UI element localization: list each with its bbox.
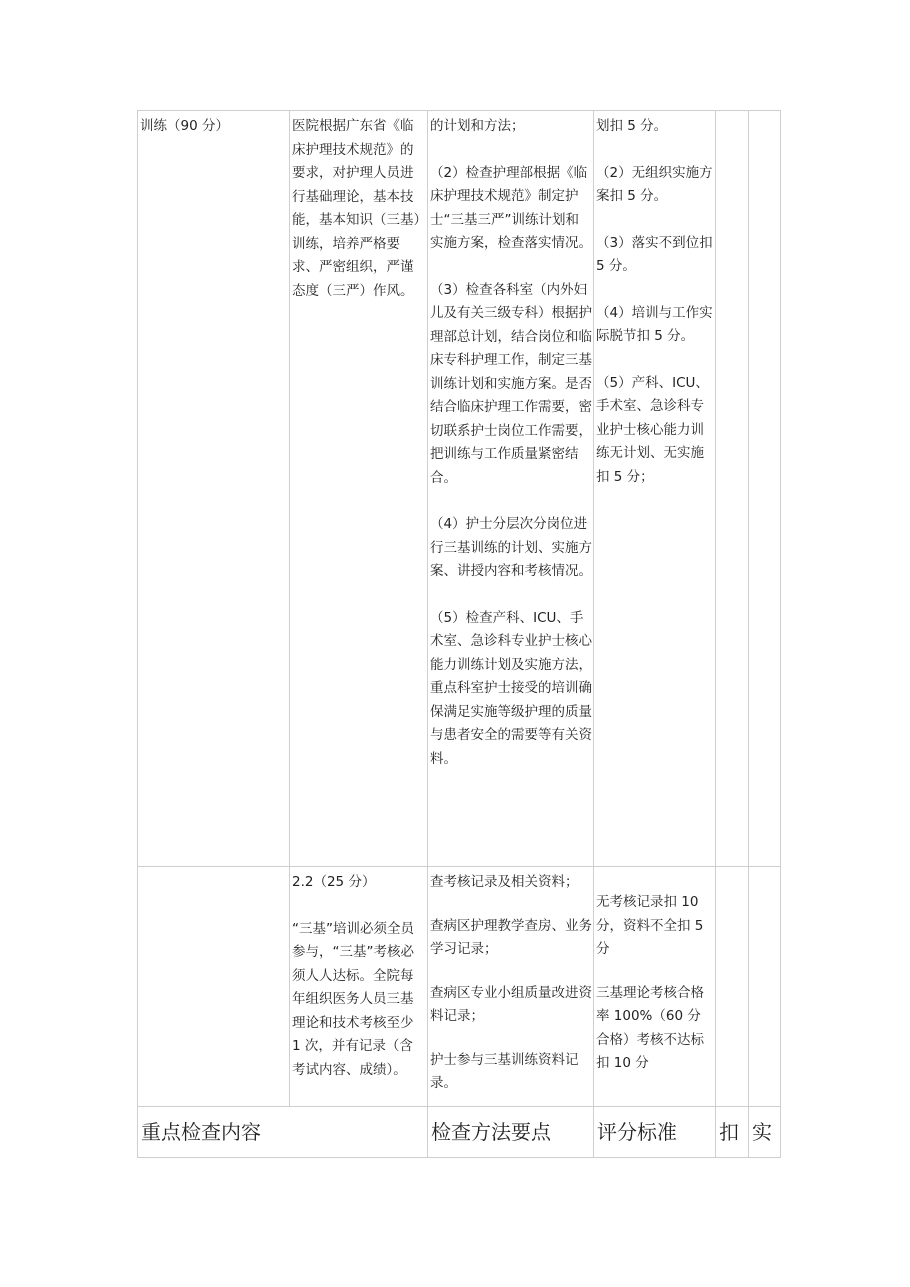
criteria-text-4: （4）培训与工作实际脱节扣 5 分。 (596, 304, 713, 344)
requirement-text: “三基”培训必须全员参与，“三基”考核必须人人达标。全院每年组织医务人员三基理论和技术考核至少 1 次，并有记录（含考试内容、成绩）。 (292, 920, 414, 1078)
requirement-cell (290, 867, 428, 1107)
category-cell (138, 111, 290, 867)
method-text-1: 的计划和方法； (430, 118, 525, 134)
actual-cell (749, 867, 781, 1107)
header-content: 重点检查内容 (138, 1107, 428, 1158)
method-text-3: 查病区专业小组质量改进资料记录； (430, 984, 592, 1024)
criteria-text-1: 无考核记录扣 10 分，资料不全扣 5 分 (596, 894, 704, 957)
header-method: 检查方法要点 (428, 1107, 594, 1158)
method-cell (428, 867, 594, 1107)
table-row-assessment (138, 867, 781, 1107)
criteria-text-3: （3）落实不到位扣 5 分。 (596, 234, 713, 274)
method-text-1: 查考核记录及相关资料； (430, 874, 579, 890)
requirement-title: 2.2（25 分） (292, 874, 376, 890)
header-deduct: 扣 (716, 1107, 749, 1158)
criteria-text-2: 三基理论考核合格率 100%（60 分合格）考核不达标扣 10 分 (596, 984, 704, 1071)
criteria-cell (594, 867, 716, 1107)
method-text-4: 护士参与三基训练资料记录。 (430, 1051, 579, 1091)
method-text-2: 查病区护理教学查房、业务学习记录； (430, 917, 592, 957)
table-header-row (138, 1107, 781, 1158)
actual-cell (749, 111, 781, 867)
deduct-cell (716, 867, 749, 1107)
method-text-4: （4）护士分层次分岗位进行三基训练的计划、实施方案、讲授内容和考核情况。 (430, 516, 592, 579)
requirement-text: 医院根据广东省《临床护理技术规范》的要求，对护理人员进行基础理论，基本技能，基本知识（三基）训练，培养严格要求、严密组织，严谨态度（三严）作风。 (292, 118, 421, 299)
method-cell (428, 111, 594, 867)
header-actual: 实 (749, 1107, 781, 1158)
method-text-2: （2）检查护理部根据《临床护理技术规范》制定护士“三基三严”训练计划和实施方案，检查落实情况。 (430, 164, 592, 251)
method-text-3: （3）检查各科室（内外妇儿及有关三级专科）根据护理部总计划，结合岗位和临床专科护理工作，制定三基训练计划和实施方案。是否结合临床护理工作需要，密切联系护士岗位工作需要，把训练与工作质量紧密结合。 (430, 281, 592, 486)
criteria-text-2: （2）无组织实施方案扣 5 分。 (596, 164, 713, 204)
nursing-inspection-table (137, 110, 781, 1158)
category-cell-continued (138, 867, 290, 1107)
header-criteria: 评分标准 (594, 1107, 716, 1158)
deduct-cell (716, 111, 749, 867)
requirement-cell (290, 111, 428, 867)
criteria-text-5: （5）产科、ICU、手术室、急诊科专业护士核心能力训练无计划、无实施扣 5 分； (596, 374, 709, 485)
criteria-cell (594, 111, 716, 867)
category-text: 训练（90 分） (140, 118, 229, 134)
table-row-training (138, 111, 781, 867)
method-text-5: （5）检查产科、ICU、手术室、急诊科专业护士核心能力训练计划及实施方法，重点科室护士接受的培训确保满足实施等级护理的质量与患者安全的需要等有关资料。 (430, 609, 592, 767)
criteria-text-1: 划扣 5 分。 (596, 118, 668, 134)
